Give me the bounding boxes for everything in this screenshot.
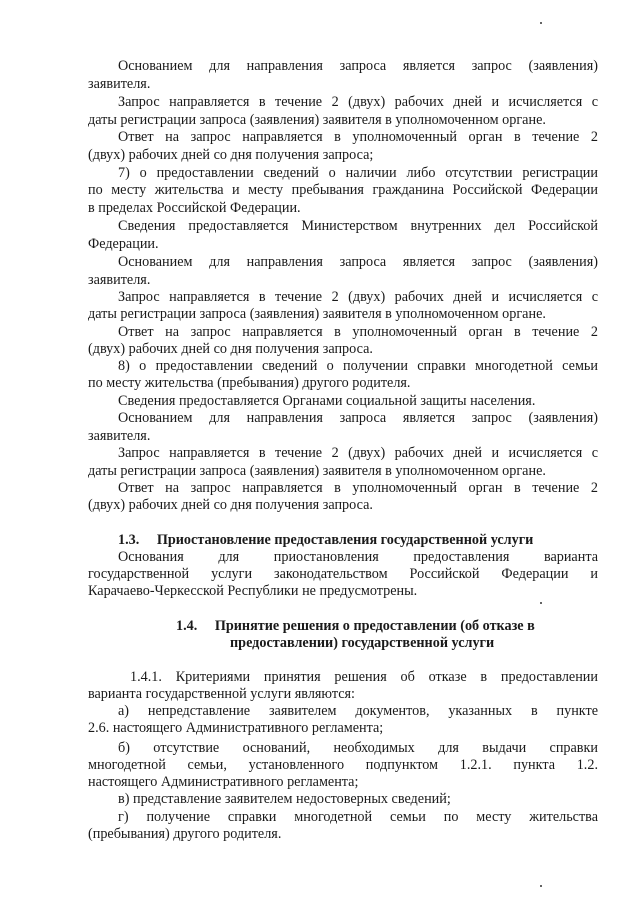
text-line: Запрос направляется в течение 2 (двух) рабочих дней и исчисляется с <box>118 445 598 461</box>
list-item-b: б) отсутствие оснований, необходимых для выдачи справки <box>118 740 598 756</box>
text-line: Основанием для направления запроса является запрос (заявления) <box>118 58 598 74</box>
text-line: Основанием для направления запроса является запрос (заявления) <box>118 254 598 270</box>
text-line: Запрос направляется в течение 2 (двух) рабочих дней и исчисляется с <box>118 289 598 305</box>
text-line: даты регистрации запроса (заявления) заявителя в уполномоченном органе. <box>88 463 546 479</box>
section-heading-1-3 <box>118 532 598 549</box>
scan-speck <box>540 885 542 887</box>
text-line: в пределах Российской Федерации. <box>88 200 301 216</box>
text-line: настоящего Административного регламента; <box>88 774 359 790</box>
text-line: Основанием для направления запроса является запрос (заявления) <box>118 410 598 426</box>
section-number: 1.3. <box>118 532 140 548</box>
text-line: Карачаево-Черкесской Республики не предусмотрены. <box>88 583 418 599</box>
text-line: Ответ на запрос направляется в уполномоченный орган в течение 2 <box>118 480 598 496</box>
section-heading-1-4 <box>176 618 596 635</box>
text-line: Основания для приостановления предоставления варианта <box>118 549 598 565</box>
text-line: (пребывания) другого родителя. <box>88 826 282 842</box>
text-line: заявителя. <box>88 272 151 288</box>
text-line: Ответ на запрос направляется в уполномоченный орган в течение 2 <box>118 324 598 340</box>
text-line: (двух) рабочих дней со дня получения запроса. <box>88 341 373 357</box>
text-line: Федерации. <box>88 236 159 252</box>
section-title: Принятие решения о предоставлении (об отказе в <box>214 618 535 634</box>
text-line: Сведения предоставляется Министерством внутренних дел Российской <box>118 218 598 234</box>
text-line: варианта государственной услуги являются: <box>88 686 355 702</box>
section-title-continued: предоставлении) государственной услуги <box>230 635 495 651</box>
text-line: даты регистрации запроса (заявления) заявителя в уполномоченном органе. <box>88 112 546 128</box>
text-line: по месту жительства (пребывания) другого родителя. <box>88 375 411 391</box>
text-line: даты регистрации запроса (заявления) заявителя в уполномоченном органе. <box>88 306 546 322</box>
scan-speck <box>540 22 542 24</box>
text-line: Ответ на запрос направляется в уполномоченный орган в течение 2 <box>118 129 598 145</box>
text-line: Запрос направляется в течение 2 (двух) рабочих дней и исчисляется с <box>118 94 598 110</box>
text-line: (двух) рабочих дней со дня получения запроса; <box>88 147 374 163</box>
text-line: 8) о предоставлении сведений о получении справки многодетной семьи <box>118 358 598 374</box>
list-item-v: в) представление заявителем недостоверных сведений; <box>118 791 451 807</box>
text-line: заявителя. <box>88 76 151 92</box>
section-title: Приостановление предоставления государственной услуги <box>156 532 534 548</box>
text-line: по месту жительства и месту пребывания гражданина Российской Федерации <box>88 182 598 198</box>
text-line: (двух) рабочих дней со дня получения запроса. <box>88 497 373 513</box>
text-line: 1.4.1. Критериями принятия решения об отказе в предоставлении <box>130 669 598 685</box>
section-number: 1.4. <box>176 618 198 634</box>
scan-speck <box>540 602 542 604</box>
text-line: государственной услуги законодательством Российской Федерации и <box>88 566 598 582</box>
list-item-a: а) непредставление заявителем документов, указанных в пункте <box>118 703 598 719</box>
text-line: многодетной семьи, установленного подпунктом 1.2.1. пункта 1.2. <box>88 757 598 773</box>
text-line: 7) о предоставлении сведений о наличии либо отсутствии регистрации <box>118 165 598 181</box>
text-line: 2.6. настоящего Административного регламента; <box>88 720 384 736</box>
text-line: заявителя. <box>88 428 151 444</box>
text-line: Сведения предоставляется Органами социальной защиты населения. <box>118 393 536 409</box>
list-item-g: г) получение справки многодетной семьи по месту жительства <box>118 809 598 825</box>
